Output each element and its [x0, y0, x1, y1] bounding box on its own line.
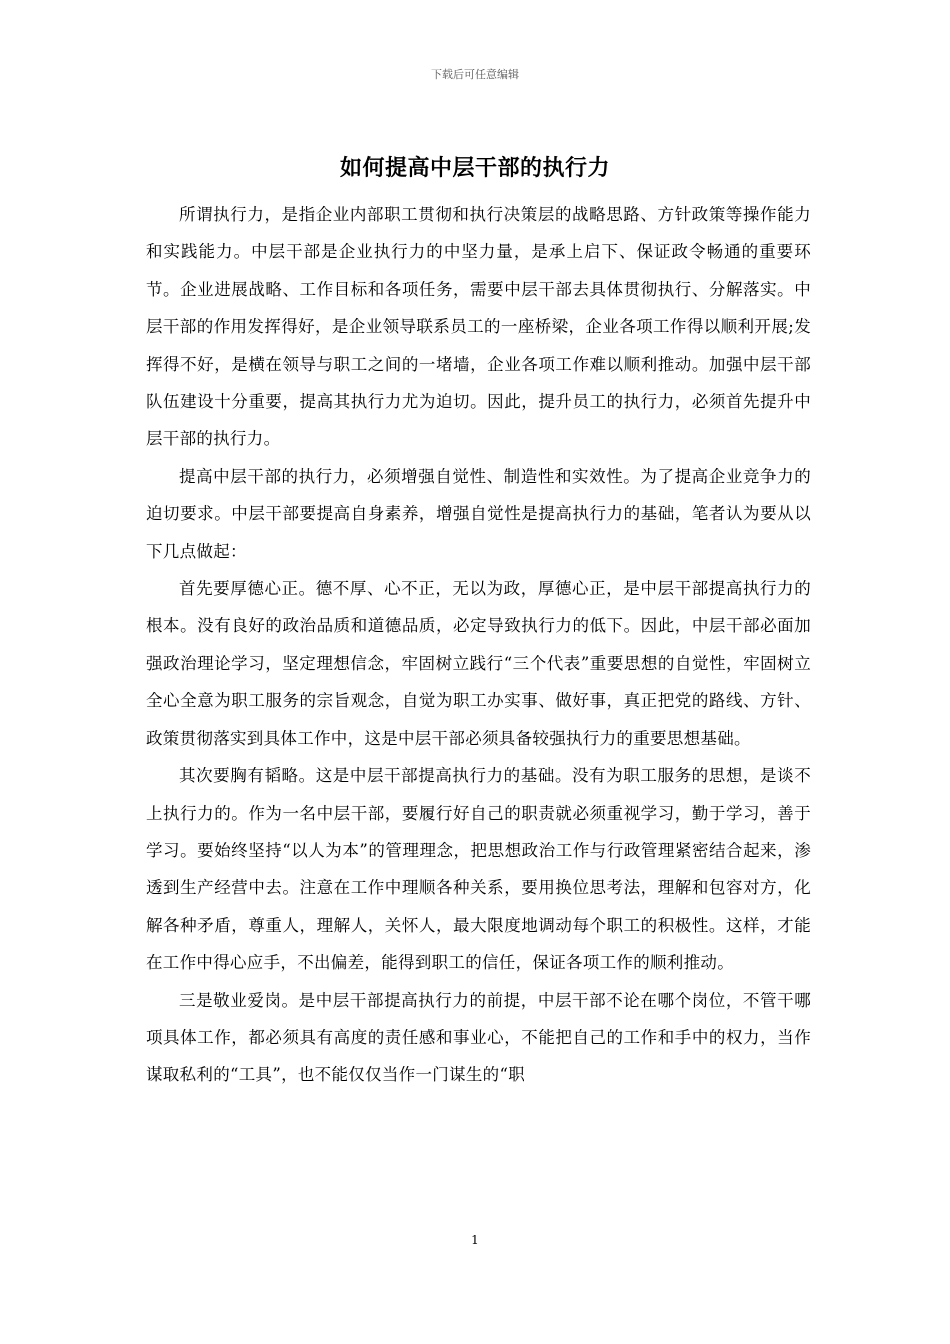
paragraph-1: 所谓执行力，是指企业内部职工贯彻和执行决策层的战略思路、方针政策等操作能力和实践能力。中层干部是企业执行力的中坚力量，是承上启下、保证政令畅通的重要环节。企业进展战略、工作目标和各项任务，需要中层干部去具体贯彻执行、分解落实。中层干部的作用发挥得好，是企业领导联系员工的一座桥梁，企业各项工作得以顺利开展;发挥得不好，是横在领导与职工之间的一堵墙，企业各项工作难以顺利推动。加强中层干部队伍建设十分重要，提高其执行力尤为迫切。因此，提升员工的执行力，必须首先提升中层干部的执行力。	[146, 205, 811, 449]
paragraph-2: 提高中层干部的执行力，必须增强自觉性、制造性和实效性。为了提高企业竞争力的迫切要求。中层干部要提高自身素养，增强自觉性是提高执行力的基础，笔者认为要从以下几点做起：	[146, 466, 811, 561]
paragraph-5: 三是敬业爱岗。是中层干部提高执行力的前提，中层干部不论在哪个岗位，不管干哪项具体工作，都必须具有高度的责任感和事业心，不能把自己的工作和手中的权力，当作谋取私利的“工具”，也不能仅仅当作一门谋生的“职	[146, 990, 811, 1085]
document-title: 如何提高中层干部的执行力	[339, 155, 610, 181]
document-body	[146, 196, 811, 1094]
page-header-note: 下载后可任意编辑	[431, 68, 519, 81]
paragraph-3: 首先要厚德心正。德不厚、心不正，无以为政，厚德心正，是中层干部提高执行力的根本。没有良好的政治品质和道德品质，必定导致执行力的低下。因此，中层干部必面加强政治理论学习，坚定理想信念，牢固树立践行“三个代表”重要思想的自觉性，牢固树立全心全意为职工服务的宗旨观念，自觉为职工办实事、做好事，真正把党的路线、方针、政策贯彻落实到具体工作中，这是中层干部必须具备较强执行力的重要思想基础。	[146, 579, 811, 748]
paragraph-4: 其次要胸有韬略。这是中层干部提高执行力的基础。没有为职工服务的思想，是谈不上执行力的。作为一名中层干部，要履行好自己的职责就必须重视学习，勤于学习，善于学习。要始终坚持“以人为本”的管理理念，把思想政治工作与行政管理紧密结合起来，渗透到生产经营中去。注意在工作中理顺各种关系，要用换位思考法，理解和包容对方，化解各种矛盾，尊重人，理解人，关怀人，最大限度地调动每个职工的积极性。这样，才能在工作中得心应手，不出偏差，能得到职工的信任，保证各项工作的顺利推动。	[146, 766, 811, 973]
page-number: 1	[471, 1233, 479, 1247]
